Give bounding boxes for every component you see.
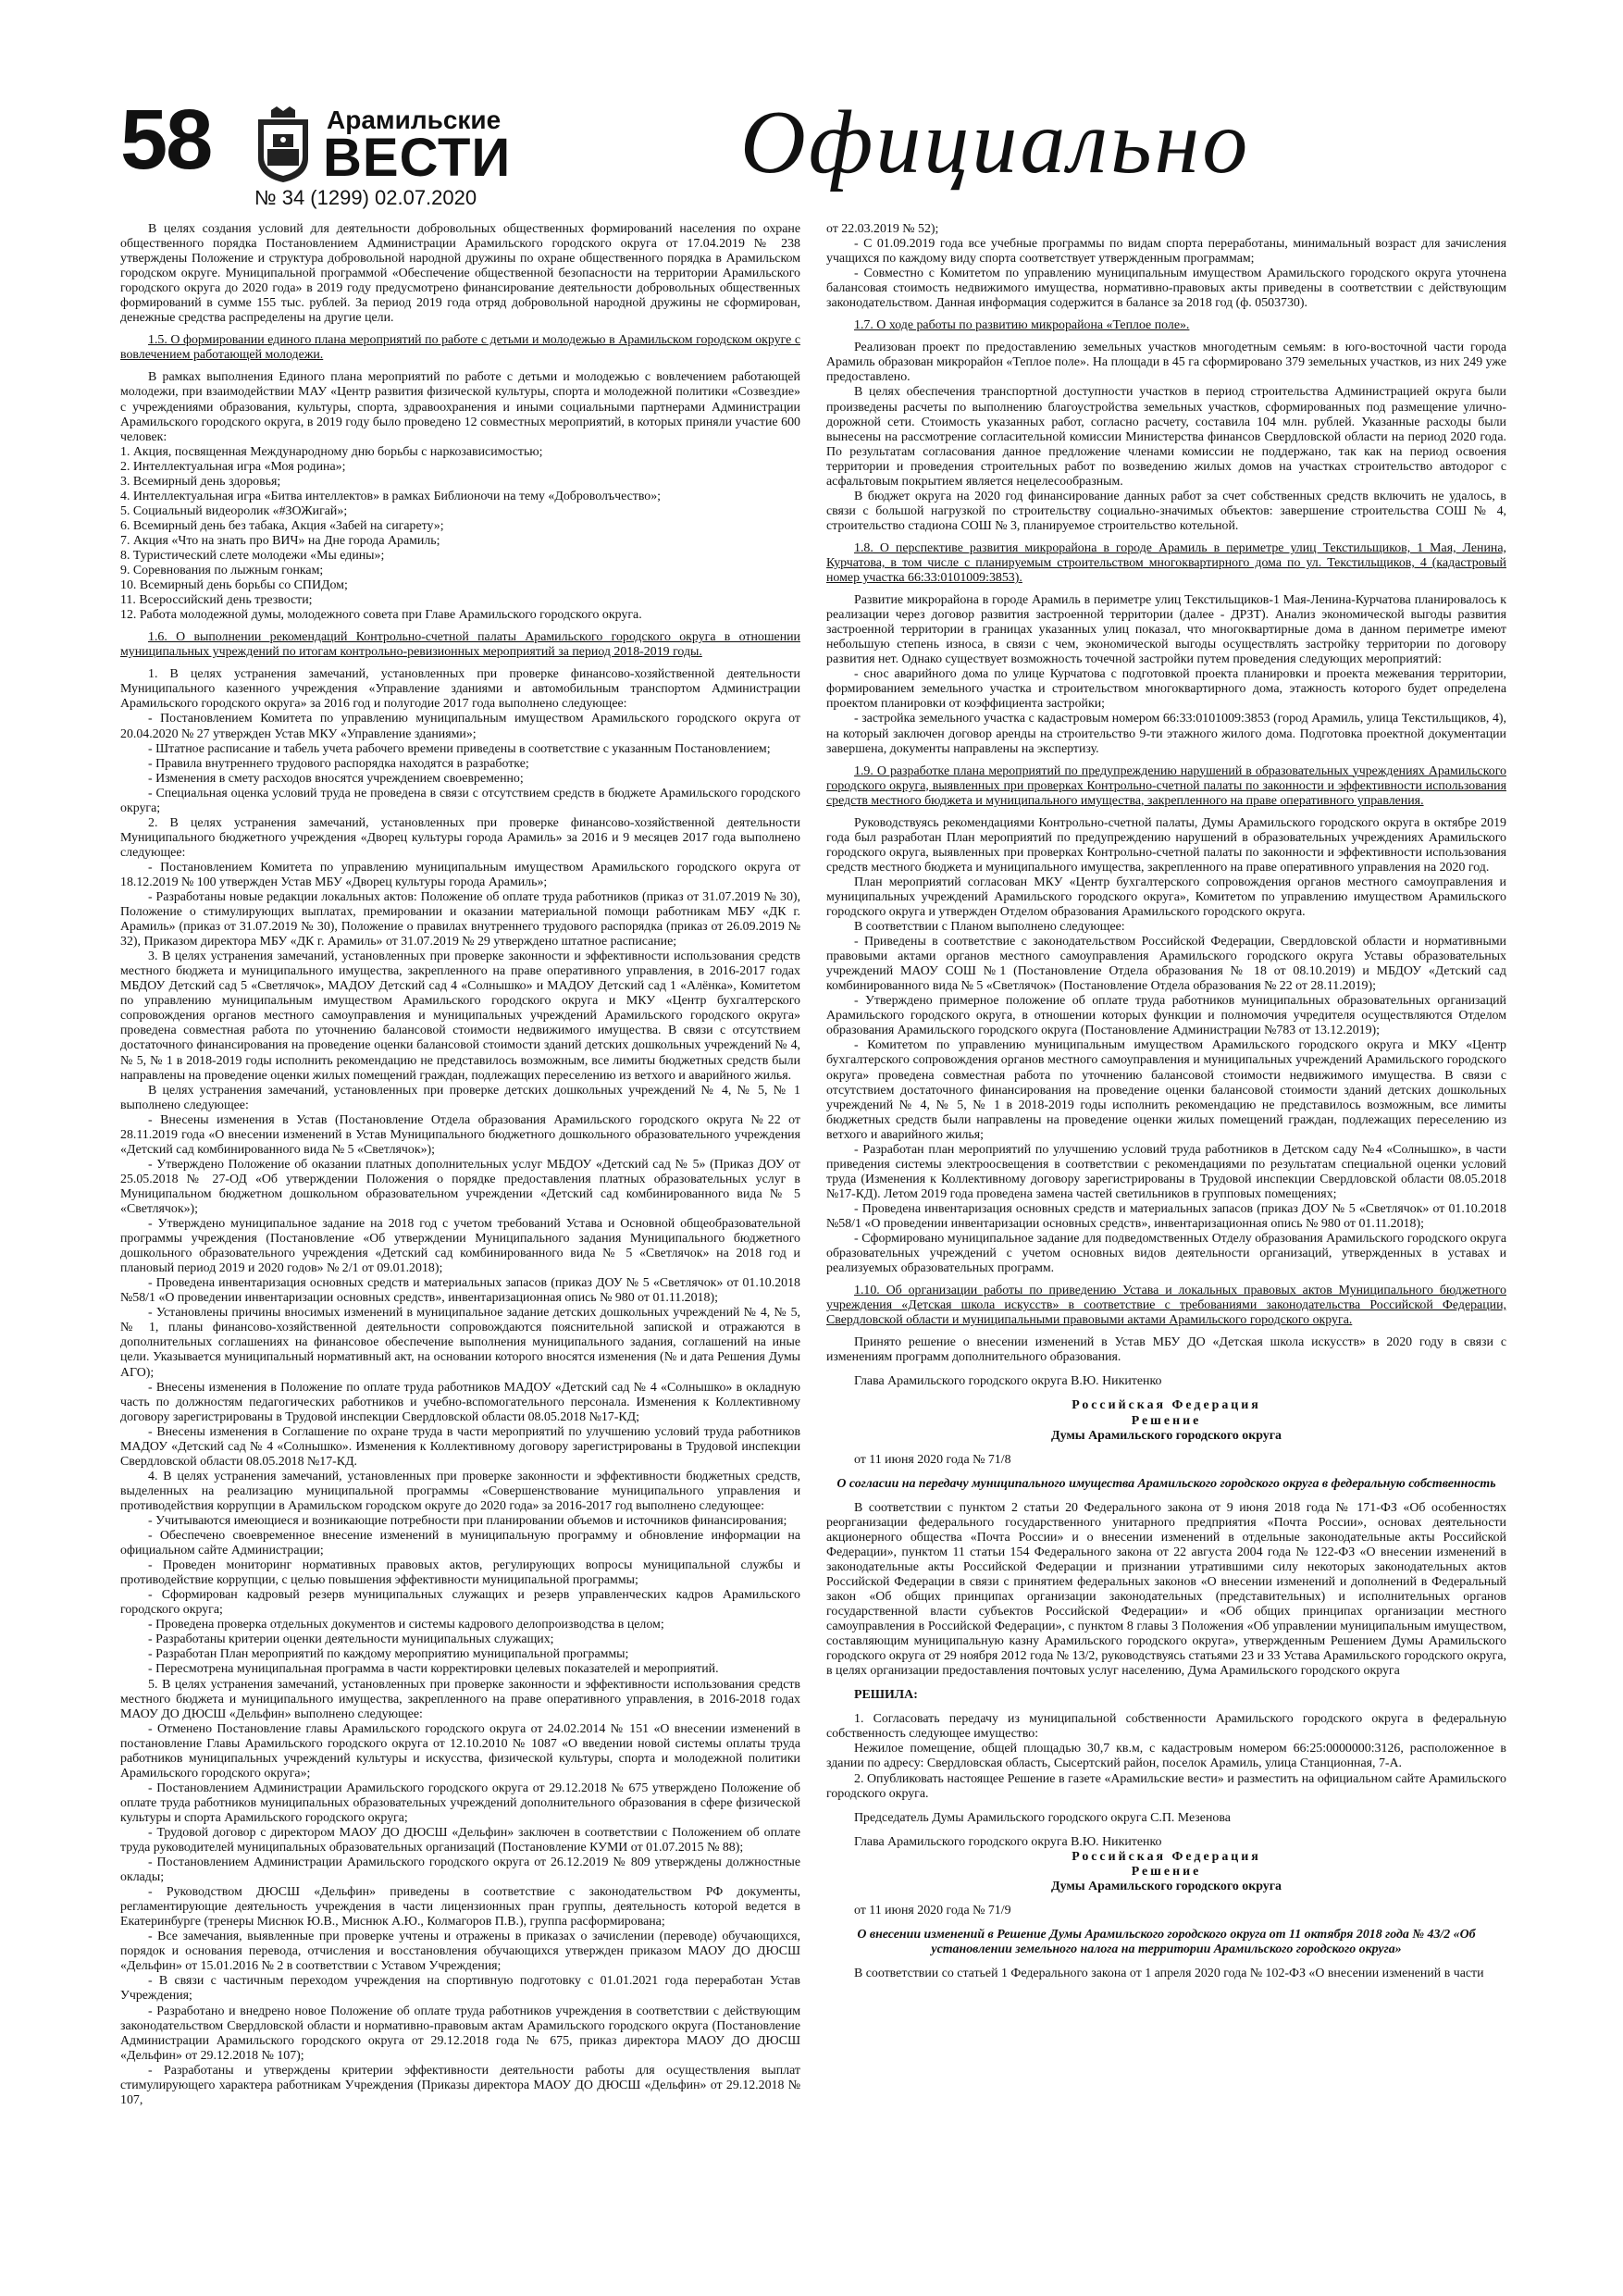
list-item: - Отменено Постановление главы Арамильского городского округа от 24.02.2014 № 151 «О внесении изменений в постановление Главы Арамильского городского округа от 12.10.2010 № 1087 «О введении новой системы оплаты труда работников муниципальных учреждений культуры и искусства, физической культуры, спорта и молодежной политики Арамильского городского округа»; (120, 1721, 800, 1781)
list-item: - Комитетом по управлению муниципальным имуществом Арамильского городского округа и МКУ «Центр бухгалтерского сопровождения органов местного самоуправления и муниципальных учреждений Арамильского городского округа» проведена совместная работа по уточнению балансовой стоимости недвижимого имущества. В связи с отсутствием достаточного финансирования на проведение оценки балансовой стоимости зданий детских дошкольных учреждений № 4, № 5, № 1 в 2018-2019 годы исполнить рекомендацию не представилось возможным, все лимиты бюджетных средств были направлены на проведение оценки жилых помещений граждан, подлежащих переселению из ветхого и аварийного жилья; (826, 1038, 1506, 1142)
decision-date: от 11 июня 2020 года № 71/8 (854, 1452, 1011, 1467)
paragraph: Руководствуясь рекомендациями Контрольно-счетной палаты, Думы Арамильского городского округа в октябре 2019 года был разработан План мероприятий по предупреждению нарушений в образовательных учреждениях Арамильского городского округа, выявленных при проверках Контрольно-счетной палаты по законности и эффективности использования средств местного бюджета и муниципального имущества, закрепленного на праве оперативного управления на 2020 год. (826, 815, 1506, 875)
paragraph: Развитие микрорайона в городе Арамиль в периметре улиц Текстильщиков-1 Мая-Ленина-Курчатова планировалось к реализации через договор развития застроенной территории (далее - ДРЗТ). Анализ экономической выгоды развития застроенной территории в границах указанных улиц показал, что многоквартирные дома в данном периметре имеют небольшую степень износа, в связи с чем, экономической выгоды осуществлять застройку территории по договору развития нет. Однако существует возможность точечной застройки путем проведения следующих мероприятий: (826, 593, 1506, 667)
paragraph: В соответствии с пунктом 2 статьи 20 Федерального закона от 9 июня 2018 года № 171-ФЗ «Об особенностях реорганизации федерального государственного унитарного предприятия «Почта России», основах деятельности акционерного общества «Почта России» и о внесении изменений в отдельные законодательные акты Российской Федерации», пунктом 11 статьи 154 Федерального закона от 22 августа 2004 года № 122-ФЗ «О внесении изменений в законодательные акты Российской Федерации и признании утратившими силу некоторых законодательных актов Российской Федерации в связи с принятием федеральных законов «О внесении изменений и дополнений в Федеральный закон «Об общих принципах организации законодательных (представительных) и исполнительных органов государственной власти субъектов Российской Федерации» и «Об общих принципах организации местного самоуправления в Российской Федерации», с пунктом 8 главы 3 Положения «Об управлении муниципальным имуществом, составляющим муниципальную казну Арамильского городского округа», утвержденным Решением Думы Арамильского городского округа от 29 ноября 2012 года № 13/2, руководствуясь статьями 23 и 33 Устава Арамильского городского округа, в целях организации предоставления почтовых услуг населению, Дума Арамильского городского округа (826, 1500, 1506, 1679)
list-item: - Постановлением Комитета по управлению муниципальным имуществом Арамильского городского округа от 18.12.2019 № 100 утвержден Устав МБУ «Дворец культуры города Арамиль»; (120, 860, 800, 889)
list-item: 10. Всемирный день борьбы со СПИДом; (120, 578, 348, 593)
paragraph: 1. Согласовать передачу из муниципальной собственности Арамильского городского округа в федеральную собственность следующее имущество: (826, 1712, 1506, 1742)
list-item: - Внесены изменения в Устав (Постановление Отдела образования Арамильского городского округа №22 от 28.11.2019 года «О внесении изменений в Устав Муниципального бюджетного дошкольного образовательного учреждения «Детский сад комбинированного вида № 5 «Светлячок»); (120, 1112, 800, 1157)
coat-of-arms-icon (254, 106, 312, 184)
list-item: - В связи с частичным переходом учреждения на спортивную подготовку с 01.01.2021 года переработан Устав Учреждения; (120, 1974, 800, 2004)
list-item: - Руководством ДЮСШ «Дельфин» приведены в соответствие с законодательством РФ документы, регламентирующие деятельность учреждения в части лицензионных пран группы, деятельность которой ведется в Екатеринбурге (тренеры Миснюк Ю.В., Миснюк А.Ю., Колмагоров П.В.), группа расформирована; (120, 1885, 800, 1930)
logo-text-main: ВЕСТИ (323, 128, 512, 188)
list-item: - Приведены в соответствие с законодательством Российской Федерации, Свердловской области и нормативными правовыми актами органов местного самоуправления Арамильского городского округа Уставы образовательных учреждений МАОУ СОШ №1 (Постановление Отдела образования № 18 от 08.10.2019) и МБДОУ «Детский сад комбинированного вида № 5 «Светлячок» (Постановление Отдела образования № 22 от 28.11.2019); (826, 935, 1506, 994)
list-item: 3. Всемирный день здоровья; (120, 474, 281, 489)
list-item: - Утверждено муниципальное задание на 2018 год с учетом требований Устава и Основной общеобразовательной программы учреждения (Постановление «Об утверждении Муниципального задания Муниципального бюджетного дошкольного образовательного учреждения «Детский сад комбинированного вида № 5 «Светлячок» на 2018 год и плановый период 2019 и 2020 годов» № 2/1 от 09.01.2018); (120, 1217, 800, 1276)
list-item: - Утверждено примерное положение об оплате труда работников муниципальных образовательных организаций Арамильского городского округа, в отношении которых функции и полномочия учредителя осуществляются Отделом образования Арамильского городского округа (Постановление Администрации №783 от 13.12.2019); (826, 994, 1506, 1038)
paragraph: Реализован проект по предоставлению земельных участков многодетным семьям: в юго-восточной части города Арамиль образован микрорайон «Теплое поле». На площади в 45 га сформировано 379 земельных участков, из них 249 уже предоставлено. (826, 341, 1506, 385)
paragraph: В целях обеспечения транспортной доступности участков в период строительства Администрацией округа были произведены расчеты по выполнению благоустройства земельных участков, сформированных под размещение улично-дорожной сети. Стоимость указанных работ, согласно расчету, составила 104 млн. рублей. Указанные расходы были вынесены на рассмотрение согласительной комиссии Министерства финансов Свердловской области на период 2020 года. По результатам согласования данное предложение членами комиссии не поддержано, так как на период освоения территории и проведения строительных работ по возведению жилых домов на участках строительство автодорог с асфальтовым покрытием является нецелесообразным. (826, 385, 1506, 489)
list-item: 7. Акция «Что на знать про ВИЧ» на Дне города Арамиль; (120, 533, 440, 548)
list-item: - Постановлением Администрации Арамильского городского округа от 29.12.2018 № 675 утверждено Положение об оплате труда работников муниципальных образовательных учреждений дополнительного образования в сфере физической культуры и спорта Арамильского городского округа; (120, 1781, 800, 1825)
paragraph: 5. В целях устранения замечаний, установленных при проверке законности и эффективности использования средств местного бюджета и муниципального имущества, закрепленного на праве оперативного управления, в 2016-2018 годах МАОУ ДО ДЮСШ «Дельфин» выполнено следующее: (120, 1677, 800, 1721)
paragraph: Принято решение о внесении изменений в Устав МБУ ДО «Детская школа искусств» в 2020 году в связи с изменениям программ дополнительного образования. (826, 1335, 1506, 1365)
section-heading: 1.10. Об организации работы по приведению Устава и локальных правовых актов Муниципального бюджетного учреждения «Детская школа искусств» в соответствие с требованиями законодательства Российской Федерации, Свердловской области и муниципальными правовыми актами Арамильского городского округа. (826, 1284, 1506, 1328)
list-item: - Проведена инвентаризация основных средств и материальных запасов (приказ ДОУ № 5 «Светлячок» от 01.10.2018 №58/1 «О проведении инвентаризации основных средств», инвентаризационная опись № 980 от 01.11.2018); (826, 1201, 1506, 1231)
decision-label: Решение (1131, 1413, 1202, 1428)
list-item: - Разработан план мероприятий по улучшению условий труда работников в Детском саду №4 «Солнышко», в части приведения системы электроосвещения в соответствии с рекомендациями по результатам специальной оценки условий труда (Изменения к Коллективному договору зарегистрированы в Трудовой инспекции Свердловской области 08.05.2018 №17-КД). Летом 2019 года проведена замена частей светильников в групповых помещениях; (826, 1142, 1506, 1201)
list-item: - Разработан План мероприятий по каждому мероприятию муниципальной программы; (148, 1647, 629, 1662)
decision-country: Российская Федерация (1072, 1849, 1261, 1864)
list-item: - Сформировано муниципальное задание для подведомственных Отделу образования Арамильского городского округа образовательных учреждений с учетом основных видов деятельности организаций, утвержденных в уставах и реализуемых образовательных программ. (826, 1232, 1506, 1276)
paragraph: - Совместно с Комитетом по управлению муниципальным имуществом Арамильского городского округа уточнена балансовая стоимость недвижимого имущества, нормативно-правовых акты приведены в соответствии с действующим законодательством. Данная информация содержится в балансе за 2018 год (ф. 0503730). (826, 267, 1506, 311)
list-item: - Все замечания, выявленные при проверке учтены и отражены в приказах о зачислении (переводе) обучающихся, порядок и основания перевода, отчисления и восстановления обучающихся утвержден приказом МАОУ ДО ДЮСШ «Дельфин» от 15.01.2016 № 2 в соответствии с Уставом Учреждения; (120, 1930, 800, 1974)
right-column (826, 222, 1506, 1981)
list-item: 9. Соревнования по лыжным гонкам; (120, 564, 324, 578)
section-heading: 1.6. О выполнении рекомендаций Контрольно-счетной палаты Арамильского городского округа в отношении муниципальных учреждений по итогам контрольно-ревизионных мероприятий за период 2018-2019 годы. (120, 630, 800, 660)
paragraph: В соответствии с Планом выполнено следующее: (854, 920, 1125, 935)
decision-country: Российская Федерация (1072, 1398, 1261, 1413)
list-item: - Постановлением Комитета по управлению муниципальным имуществом Арамильского городского округа от 20.04.2020 № 27 утвержден Устав МКУ «Управление зданиями»; (120, 712, 800, 741)
paragraph: 1. В целях устранения замечаний, установленных при проверке финансово-хозяйственной деятельности Муниципального казенного учреждения «Управление зданиями и автомобильным транспортом Администрации Арамильского городского округа» за 2016 год и полугодие 2017 года выполнено следующее: (120, 667, 800, 712)
signature-line: Председатель Думы Арамильского городского округа С.П. Мезенова (854, 1810, 1231, 1825)
list-item: - Постановлением Администрации Арамильского городского округа от 26.12.2019 № 809 утверждены должностные оклады; (120, 1855, 800, 1885)
list-item: - Сформирован кадровый резерв муниципальных служащих и резерв управленческих кадров Арамильского городского округа; (120, 1588, 800, 1618)
decision-body: Думы Арамильского городского округа (1051, 1879, 1282, 1893)
paragraph: 4. В целях устранения замечаний, установленных при проверке законности и эффективности бюджетных средств, выделенных на реализацию муниципальной программы «Совершенствование муниципального управления и противодействия коррупции в Арамильском городском округе до 2020 года» за 2016-2017 год выполнено следующее: (120, 1469, 800, 1513)
paragraph: - С 01.09.2019 года все учебные программы по видам спорта переработаны, минимальный возраст для зачисления учащихся по каждому виду спорта соответствует утвержденным программам; (826, 237, 1506, 267)
list-item: - Утверждено Положение об оказании платных дополнительных услуг МБДОУ «Детский сад № 5» (Приказ ДОУ от 25.05.2018 № 27-ОД «Об утверждении Положения о порядке предоставления платных образовательных услуг в Муниципальном бюджетном дошкольном образовательном учреждении «Детский сад комбинированного вида № 5 «Светлячок»); (120, 1157, 800, 1216)
logo-text-top: Арамильские (327, 105, 502, 134)
page-number: 58 (120, 93, 212, 187)
list-item: - Разработаны и утверждены критерии эффективности деятельности работы для осуществления выплат стимулирующего характера работникам Учреждения (Приказы директора МАОУ ДО ДЮСШ «Дельфин» от 29.12.2018 № 107, (120, 2063, 800, 2107)
list-item: - Разработаны новые редакции локальных актов: Положение об оплате труда работников (приказ от 31.07.2019 № 30), Положение о стимулирующих выплатах, премировании и оказании материальной помощи работникам МБУ «ДК г. Арамиль» (приказ от 31.07.2019 № 30), Положение о правилах внутреннего трудового распорядка (приказ от 26.09.2019 № 32), Приказом директора МБУ «ДК г. Арамиль» от 31.07.2019 № 29 утверждено штатное расписание; (120, 890, 800, 949)
section-heading: 1.5. О формировании единого плана мероприятий по работе с детьми и молодежью в Арамильском городском округе с вовлечением работающей молодежи. (120, 333, 800, 363)
decision-title: О согласии на передачу муниципального имущества Арамильского городского округа в федеральную собственность (836, 1476, 1496, 1491)
decision-title: О внесении изменений в Решение Думы Арамильского городского округа от 11 октября 2018 года № 43/2 «Об установлении земельного налога на территории Арамильского городского округа» (857, 1927, 1476, 1956)
list-item: - Специальная оценка условий труда не проведена в связи с отсутствием средств в бюджете Арамильского городского округа; (120, 786, 800, 815)
list-item: 1. Акция, посвященная Международному дню борьбы с наркозависимостью; (120, 444, 543, 459)
list-item: - Изменения в смету расходов вносятся учреждением своевременно; (148, 771, 524, 786)
resolved-heading: РЕШИЛА: (854, 1688, 918, 1703)
paragraph: Нежилое помещение, общей площадью 30,7 кв.м, с кадастровым номером 66:25:0000000:3126, расположенное в здании по адресу: Свердловская область, Сысертский район, поселок Арамиль, улица Станционная, 7-А. (826, 1742, 1506, 1771)
section-heading: 1.7. О ходе работы по развитию микрорайона «Теплое поле». (854, 318, 1190, 333)
list-item: 5. Социальный видеоролик «#ЗОЖигай»; (120, 503, 348, 518)
paragraph: В бюджет округа на 2020 год финансирование данных работ за счет собственных средств включить не удалось, в связи с большой нагрузкой по строительству социально-значимых объектов: завершение строительства СОШ № 4, строительство стадиона СОШ № 3, планируемое строительство котельной. (826, 489, 1506, 533)
paragraph: - застройка земельного участка с кадастровым номером 66:33:0101009:3853 (город Арамиль, улица Текстильщиков, 4), на который заключен договор аренды на строительство 9-ти этажного жилого дома. Подготовка проектной документации завершена, документы направлены на экспертизу. (826, 712, 1506, 756)
section-heading: 1.9. О разработке плана мероприятий по предупреждению нарушений в образовательных учреждениях Арамильского городского округа, выявленных при проверках Контрольно-счетной палаты по законности и эффективности использования средств местного бюджета и муниципального имущества, закрепленного на праве оперативного управления. (826, 763, 1506, 808)
list-item: - Внесены изменения в Положение по оплате труда работников МАДОУ «Детский сад № 4 «Солнышко» в окладную часть по должностям педагогических работников и учебно-вспомогательного персонала. Изменения к Коллективному договору зарегистрированы в Трудовой инспекции Свердловской области 08.05.2018 №17-КД; (120, 1380, 800, 1424)
list-item: 2. Интеллектуальная игра «Моя родина»; (120, 459, 346, 474)
paragraph: 2. Опубликовать настоящее Решение в газете «Арамильские вести» и разместить на официальном сайте Арамильского городского округа. (826, 1771, 1506, 1801)
masthead (120, 93, 1508, 213)
decision-body: Думы Арамильского городского округа (1051, 1428, 1282, 1443)
paragraph: План мероприятий согласован МКУ «Центр бухгалтерского сопровождения органов местного самоуправления и муниципальных учреждений Арамильского городского округа», Комитетом по управлению имуществом Арамильского городского округа и утвержден Отделом образования Арамильского городского округа. (826, 875, 1506, 920)
list-item: 11. Всероссийский день трезвости; (120, 593, 313, 608)
paragraph: В целях создания условий для деятельности добровольных общественных формирований населения по охране общественного порядка Постановлением Администрации Арамильского городского округа от 17.04.2019 № 238 утверждены Положение и структура добровольной народной дружины по охране общественного порядка в Арамильском городском округе. Муниципальной программой «Обеспечение общественной безопасности на территории Арамильского городского округа до 2020 года» в 2019 году предусмотрено финансирование деятельности добровольных общественных формирований в сумме 155 тыс. рублей. За период 2019 года отряд добровольной народной дружины не сформирован, денежные средства распределены на другие цели. (120, 222, 800, 326)
paragraph: В рамках выполнения Единого плана мероприятий по работе с детьми и молодежью с вовлечением работающей молодежи, при взаимодействии МАУ «Центр развития физической культуры, спорта и молодежной политики «Созвездие» с учреждениями образования, культуры, спорта, здравоохранения и иными социальными партнерами Администрации Арамильского городского округа, в 2019 году было проведено 12 совместных мероприятий, в которых приняли участие 600 человек: (120, 370, 800, 444)
issue-number: № 34 (1299) 02.07.2020 (254, 186, 477, 209)
signature-line: Глава Арамильского городского округа В.Ю. Никитенко (854, 1834, 1162, 1849)
list-item: - Правила внутреннего трудового распорядка находятся в разработке; (148, 756, 529, 771)
list-item: - Проведен мониторинг нормативных правовых актов, регулирующих вопросы муниципальной службы и противодействие коррупции, с целью повышения эффективности муниципальной программы; (120, 1558, 800, 1588)
list-item: 4. Интеллектуальная игра «Битва интеллектов» в рамках Библионочи на тему «Доброволъчество»; (120, 489, 662, 503)
list-item: 12. Работа молодежной думы, молодежного совета при Главе Арамильского городского округа. (120, 608, 642, 623)
list-item: - Трудовой договор с директором МАОУ ДО ДЮСШ «Дельфин» заключен в соответствии с Положением об оплате труда руководителей муниципальных образовательных организаций (Постановление КУМИ от 01.07.2015 № 88); (120, 1825, 800, 1855)
signature-line: Глава Арамильского городского округа В.Ю. Никитенко (854, 1374, 1162, 1389)
list-item: - Разработаны критерии оценки деятельности муниципальных служащих; (148, 1632, 554, 1647)
list-item: - Учитываются имеющиеся и возникающие потребности при планировании объемов и источников финансирования; (148, 1513, 787, 1528)
decision-label: Решение (1131, 1864, 1202, 1879)
paragraph: В целях устранения замечаний, установленных при проверке детских дошкольных учреждений № 4, № 5, № 1 выполнено следующее: (120, 1083, 800, 1112)
list-item: - Штатное расписание и табель учета рабочего времени приведены в соответствие с указанным Постановлением; (148, 741, 771, 756)
left-column (120, 222, 800, 2108)
list-item: 6. Всемирный день без табака, Акция «Забей на сигарету»; (120, 518, 444, 533)
decision-date: от 11 июня 2020 года № 71/9 (854, 1903, 1011, 1917)
list-item: - Проведена инвентаризация основных средств и материальных запасов (приказ ДОУ № 5 «Светлячок» от 01.10.2018 №58/1 «О проведении инвентаризации основных средств», инвентаризационная опись № 980 от 01.11.2018); (120, 1276, 800, 1306)
paragraph: В соответствии со статьей 1 Федерального закона от 1 апреля 2020 года № 102-ФЗ «О внесении изменений в части (854, 1966, 1484, 1980)
paragraph: - снос аварийного дома по улице Курчатова с подготовкой проекта планировки и проекта межевания территории, формированием земельного участка и строительством многоквартирного дома, этажность которого будет определена проектом планировки от коэффициента застройки; (826, 667, 1506, 712)
paragraph: 2. В целях устранения замечаний, установленных при проверке финансово-хозяйственной деятельности Муниципального бюджетного учреждения «Дворец культуры города Арамиль» за 2016 и 9 месяцев 2017 года выполнено следующее: (120, 815, 800, 860)
newspaper-logo (254, 106, 597, 190)
paragraph: 3. В целях устранения замечаний, установленных при проверке законности и эффективности использования средств местного бюджета и муниципального имущества, закрепленного на праве оперативного управления, в 2016-2017 годах МБДОУ Детский сад 5 «Светлячок», МАДОУ Детский сад 4 «Солнышко» и МАДОУ Детский сад 1 «Алёнка», Комитетом по управлению муниципальным имуществом Арамильского городского округа и МКУ «Центр бухгалтерского сопровождения органов местного самоуправления и муниципальных учреждений Арамильского городского округа» проведена совместная работа по уточнению балансовой стоимости недвижимого имущества. В связи с отсутствием достаточного финансирования на проведение оценки балансовой стоимости зданий детских дошкольных учреждений № 4, № 5, № 1 в 2018-2019 годы исполнить рекомендацию не представилось возможным, все лимиты бюджетных средств были направлены на проведение оценки жилых помещений граждан, подлежащих переселению из ветхого и аварийного жилья. (120, 949, 800, 1083)
list-item: - Разработано и внедрено новое Положение об оплате труда работников учреждения в соответствии с действующим законодательством Свердловской области и нормативно-правовым актам Арамильского городского округа (Постановление Администрации Арамильского городского округа от 29.12.2018 года № 675, приказ директора МАОУ ДО ДЮСШ «Дельфин» от 29.12.2018 № 107); (120, 2004, 800, 2063)
section-heading: 1.8. О перспективе развития микрорайона в городе Арамиль в периметре улиц Текстильщиков, 1 Мая, Ленина, Курчатова, в том числе с планируемым строительством многоквартирного дома по ул. Текстильщиков, 4 (кадастровый номер участка 66:33:0101009:3853). (826, 540, 1506, 586)
list-item: 8. Туристический слете молодежи «Мы едины»; (120, 548, 385, 563)
paragraph: от 22.03.2019 № 52); (826, 222, 939, 236)
list-item: - Внесены изменения в Соглашение по охране труда в части мероприятий по улучшению условий труда работников МАДОУ «Детский сад № 4 «Солнышко». Изменения к Коллективному договору зарегистрированы в Трудовой инспекции Свердловской области 08.05.2018 №17-КД. (120, 1424, 800, 1469)
list-item: - Пересмотрена муниципальная программа в части корректировки целевых показателей и мероприятий. (148, 1662, 719, 1677)
section-title: Официально (740, 93, 1251, 192)
list-item: - Обеспечено своевременное внесение изменений в муниципальную программу и обновление информации на официальном сайте Администрации; (120, 1529, 800, 1558)
list-item: - Проведена проверка отдельных документов и системы кадрового делопроизводства в целом; (148, 1618, 664, 1632)
list-item: - Установлены причины вносимых изменений в муниципальное задание детских дошкольных учреждений № 4, № 5, № 1, планы финансово-хозяйственной деятельности сопровождаются пояснительной запиской и отражаются в дополнительных соглашениях на финансовое обеспечение выполнения муниципального задания, соглашений на иные цели. Указывается муниципальный нормативный акт, на основании которого вносятся изменения (№ и дата Решения Думы АГО); (120, 1306, 800, 1380)
